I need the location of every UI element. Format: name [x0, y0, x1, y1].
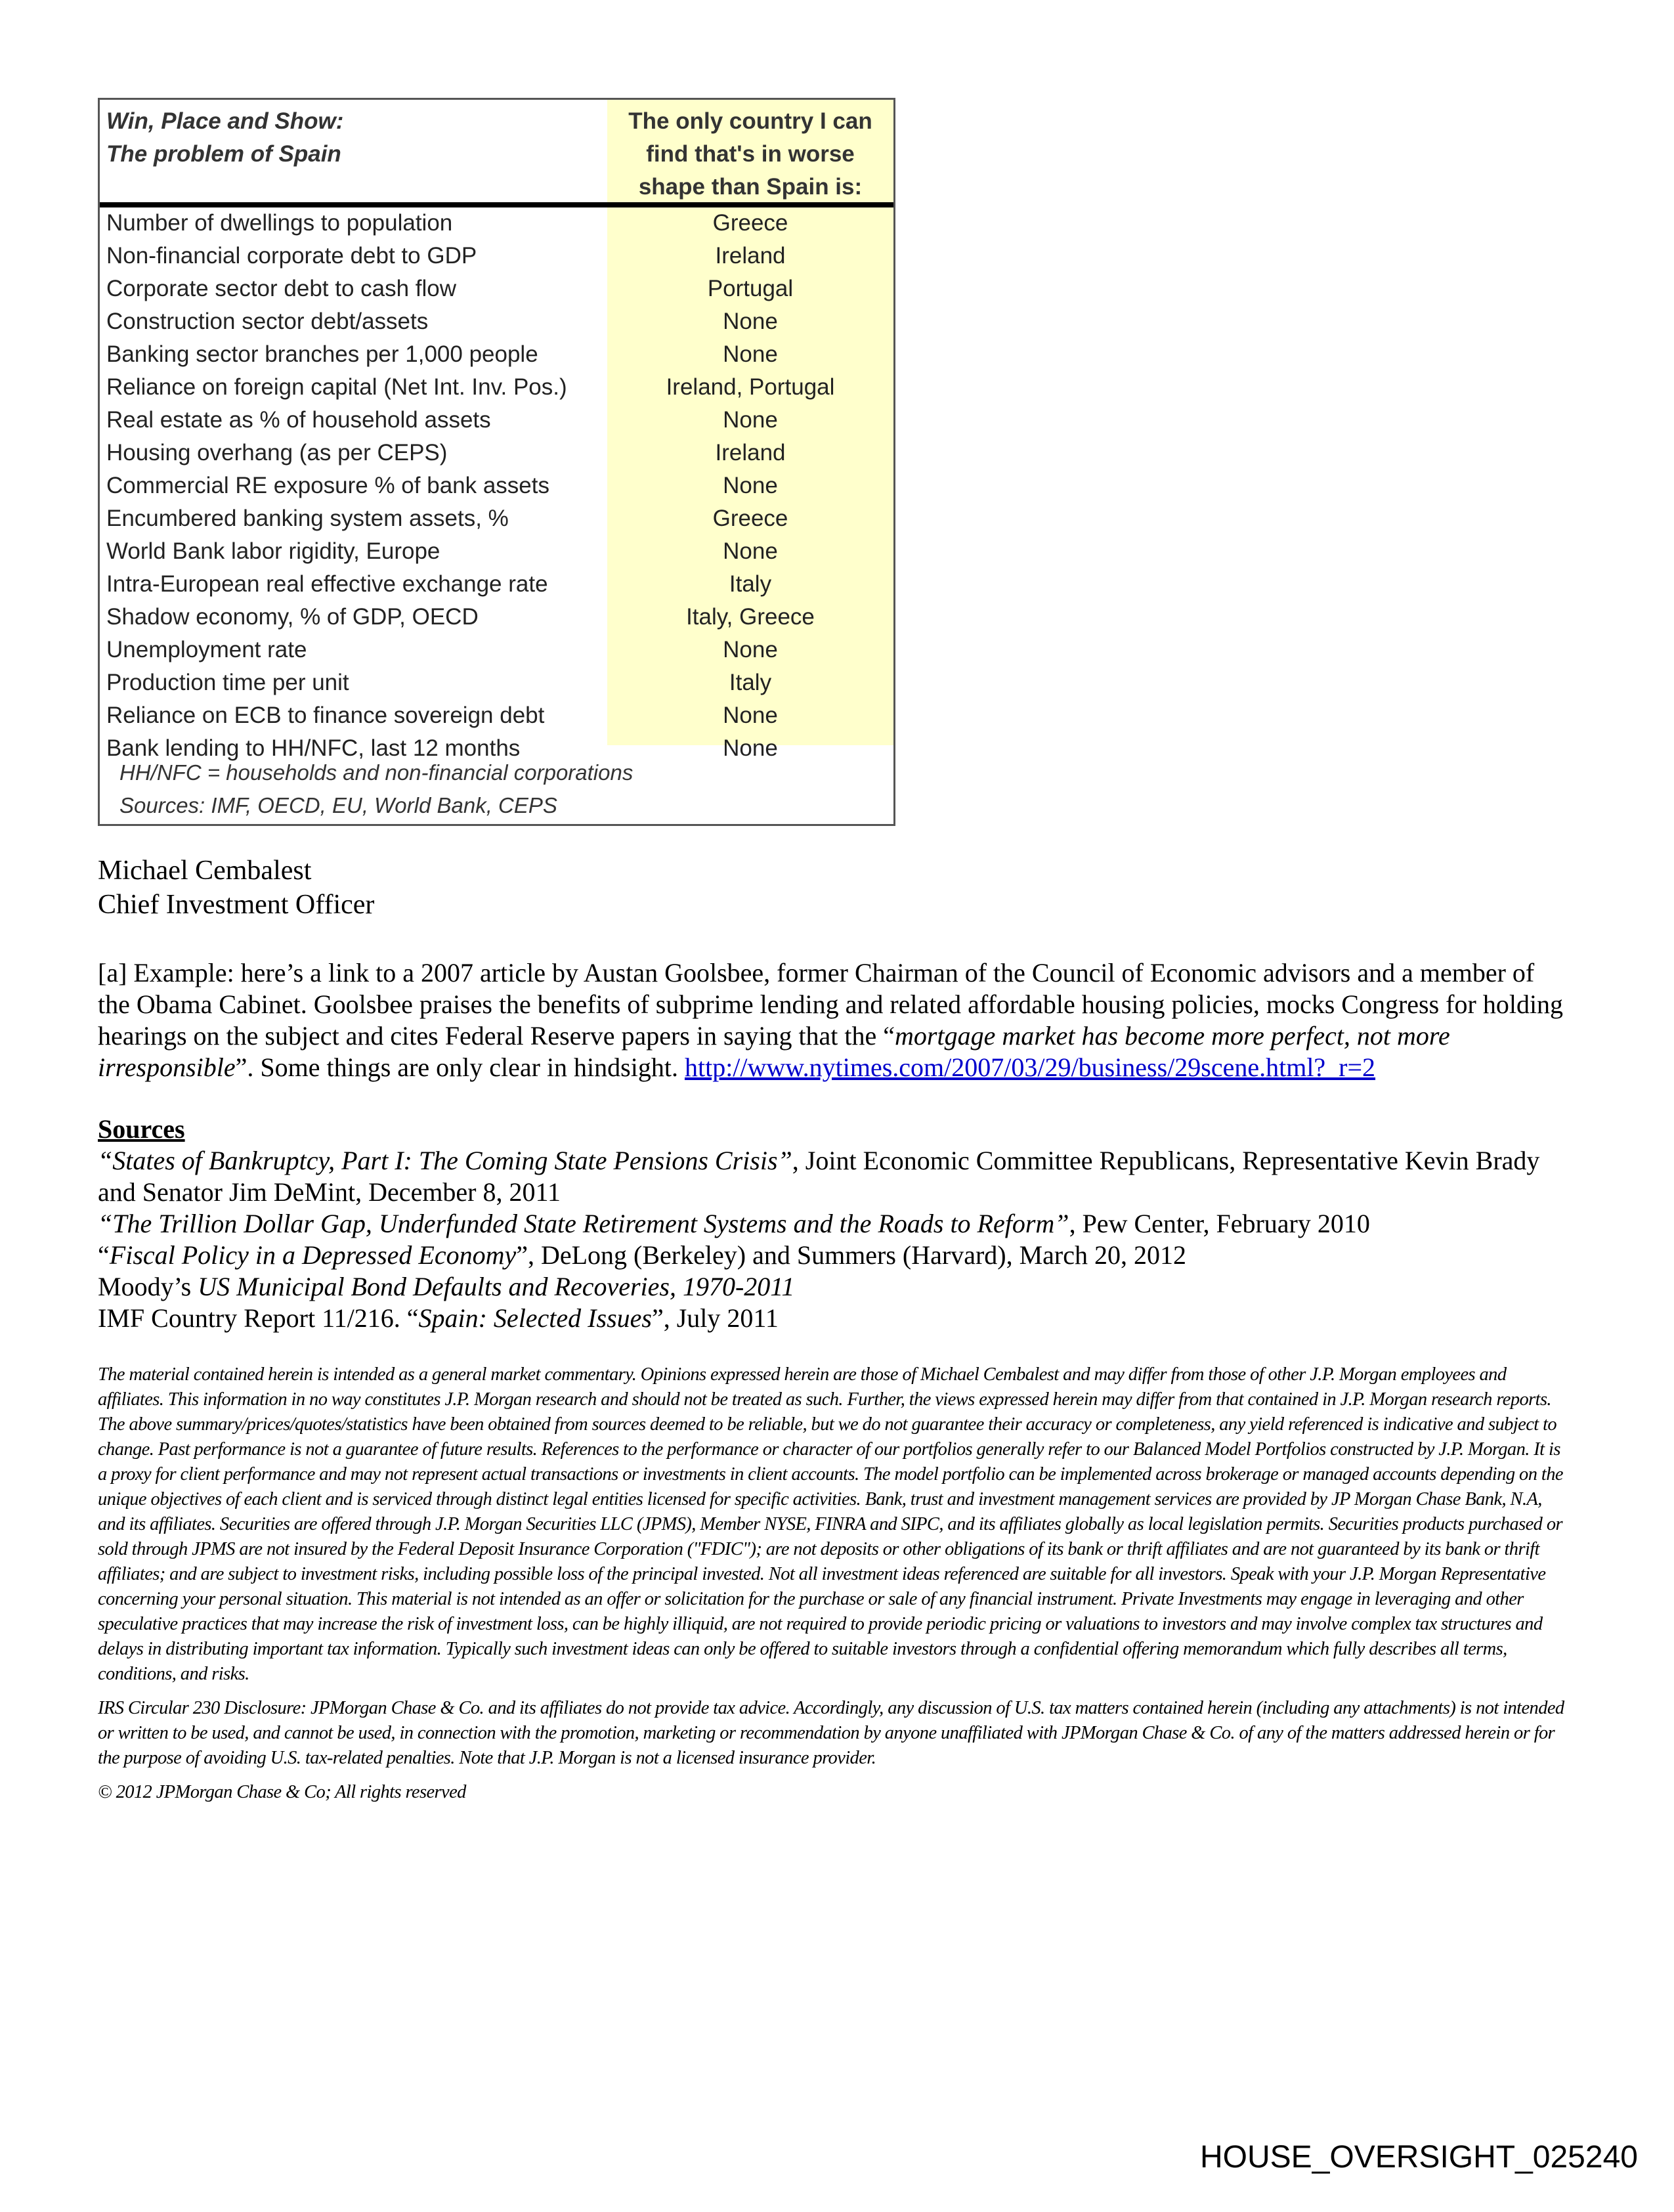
- metric-label: Number of dwellings to population: [106, 210, 453, 236]
- metric-label: Reliance on foreign capital (Net Int. Inv. Pos.): [106, 374, 567, 400]
- table-row: [100, 371, 893, 404]
- source-title: “The Trillion Dollar Gap, Underfunded State Retirement Systems and the Roads to Reform”: [98, 1209, 1069, 1238]
- spain-comparison-table: [98, 98, 895, 826]
- table-row: [100, 601, 893, 634]
- table-row: [100, 666, 893, 699]
- sources-heading: Sources: [98, 1114, 185, 1144]
- source-title: US Municipal Bond Defaults and Recoveries, 1970-2011: [198, 1272, 795, 1301]
- country-value: Greece: [712, 210, 788, 236]
- country-value: Ireland: [715, 440, 786, 466]
- nytimes-link[interactable]: http://www.nytimes.com/2007/03/29/business/29scene.html?_r=2: [684, 1052, 1376, 1082]
- disclaimer: [98, 1362, 1568, 1814]
- country-value: Ireland, Portugal: [666, 374, 835, 400]
- country-value: None: [723, 407, 778, 433]
- metric-label: Reliance on ECB to finance sovereign debt: [106, 703, 545, 728]
- country-value: Italy, Greece: [686, 604, 815, 630]
- source-title: “States of Bankruptcy, Part I: The Coming State Pensions Crisis”: [98, 1146, 792, 1175]
- source-prefix: IMF Country Report 11/216. “: [98, 1303, 419, 1333]
- footnote: [98, 957, 1568, 1083]
- table-note: HH/NFC = households and non-financial corporations: [119, 760, 633, 785]
- source-prefix: Moody’s: [98, 1272, 198, 1301]
- table-body: [100, 207, 893, 765]
- source-title: Spain: Selected Issues: [418, 1303, 652, 1333]
- table-row: [100, 207, 893, 240]
- metric-label: Construction sector debt/assets: [106, 309, 429, 334]
- metric-label: Banking sector branches per 1,000 people: [106, 341, 538, 367]
- footnote-text: ”. Some things are only clear in hindsight.: [235, 1052, 685, 1082]
- source-item: [98, 1145, 1568, 1208]
- country-value: Italy: [729, 670, 772, 695]
- table-row: [100, 699, 893, 732]
- country-value: None: [723, 703, 778, 728]
- column-header: [607, 105, 893, 204]
- metric-label: Encumbered banking system assets, %: [106, 506, 509, 531]
- country-value: Ireland: [715, 243, 786, 269]
- metric-label: Non-financial corporate debt to GDP: [106, 243, 477, 269]
- table-row: [100, 404, 893, 437]
- footnote-text: [a] Example: here’s a link to a 2007 article by Austan Goolsbee, former Chairman of the Council of Economic advisors and a member of the Obama Cabinet. Goolsbee praises the benefits of subprime lending and related affordable housing policies, mocks Congress for holding hearings on the subject and cites Federal Reserve papers in saying that the “: [98, 958, 1564, 1051]
- source-item: [98, 1240, 1568, 1271]
- signature: [98, 854, 374, 922]
- sources-section: [98, 1114, 1568, 1334]
- metric-label: World Bank labor rigidity, Europe: [106, 538, 440, 564]
- table-row: [100, 502, 893, 535]
- source-item: [98, 1271, 1568, 1303]
- table-row: [100, 338, 893, 371]
- header-line: The only country I can: [628, 108, 872, 134]
- country-value: None: [723, 538, 778, 564]
- metric-label: Unemployment rate: [106, 637, 307, 662]
- metric-label: Commercial RE exposure % of bank assets: [106, 473, 549, 498]
- table-row: [100, 469, 893, 502]
- footnote-quote: mortgage market has become more perfect, not more irresponsible: [98, 1021, 1450, 1082]
- table-row: [100, 437, 893, 469]
- country-value: None: [723, 735, 778, 761]
- source-prefix: “: [98, 1240, 110, 1270]
- table-row: [100, 240, 893, 272]
- table-row: [100, 535, 893, 568]
- bates-number: HOUSE_OVERSIGHT_025240: [1200, 2140, 1638, 2175]
- table-notes: [119, 756, 633, 822]
- metric-label: Housing overhang (as per CEPS): [106, 440, 448, 466]
- author-name: Michael Cembalest: [98, 856, 312, 886]
- source-title: Fiscal Policy in a Depressed Economy: [109, 1240, 517, 1270]
- country-value: Portugal: [707, 276, 794, 301]
- header-line: find that's in worse: [646, 141, 855, 167]
- author-title: Chief Investment Officer: [98, 890, 375, 920]
- country-value: None: [723, 309, 778, 334]
- source-detail: ”, DeLong (Berkeley) and Summers (Harvard), March 20, 2012: [516, 1240, 1186, 1270]
- disclaimer-paragraph: The material contained herein is intended as a general market commentary. Opinions expressed herein are those of Michael Cembalest and may differ from those of other J.P. Morgan employees and affiliates. This information in no way constitutes J.P. Morgan research and should not be treated as such. Further, the views expressed herein may differ from that contained in J.P. Morgan research reports. The above summary/prices/quotes/statistics have been obtained from sources deemed to be reliable, but we do not guarantee their accuracy or completeness, any yield referenced is indicative and subject to change. Past performance is not a guarantee of future results. References to the performance or character of our portfolios generally refer to our Balanced Model Portfolios constructed by J.P. Morgan. It is a proxy for client performance and may not represent actual transactions or investments in client accounts. The model portfolio can be implemented across brokerage or managed accounts depending on the unique objectives of each client and is serviced through distinct legal entities licensed for specific activities. Bank, trust and investment management services are provided by JP Morgan Chase Bank, N.A, and its affiliates. Securities are offered through J.P. Morgan Securities LLC (JPMS), Member NYSE, FINRA and SIPC, and its affiliates globally as local legislation permits. Securities products purchased or sold through JPMS are not insured by the Federal Deposit Insurance Corporation ("FDIC"); are not deposits or other obligations of its bank or thrift affiliates and are not guaranteed by its bank or thrift affiliates; and are subject to investment risks, including possible loss of the principal invested. Not all investment ideas referenced are suitable for all investors. Speak with your J.P. Morgan Representative concerning your personal situation. This material is not intended as an offer or solicitation for the purchase or sale of any financial instrument. Private Investments may engage in leveraging and other speculative practices that may increase the risk of investment loss, can be highly illiquid, are not required to provide periodic pricing or valuations to investors and may involve complex tax structures and delays in distributing important tax information. Typically such investment ideas can only be offered to suitable investors through a confidential offering memorandum which fully describes all terms, conditions, and risks.: [98, 1364, 1563, 1684]
- metric-label: Corporate sector debt to cash flow: [106, 276, 457, 301]
- country-value: None: [723, 341, 778, 367]
- metric-label: Intra-European real effective exchange rate: [106, 571, 548, 597]
- header-line: shape than Spain is:: [638, 174, 863, 200]
- title-line: The problem of Spain: [106, 141, 341, 167]
- table-row: [100, 634, 893, 666]
- irs-disclosure: IRS Circular 230 Disclosure: JPMorgan Chase & Co. and its affiliates do not provide tax advice. Accordingly, any discussion of U.S. tax matters contained herein (including any attachments) is not intended or written to be used, and cannot be used, in connection with the promotion, marketing or recommendation by anyone unaffiliated with JPMorgan Chase & Co. of any of the matters addressed herein or for the purpose of avoiding U.S. tax-related penalties. Note that J.P. Morgan is not a licensed insurance provider.: [98, 1698, 1564, 1768]
- source-detail: , Pew Center, February 2010: [1069, 1209, 1370, 1238]
- metric-label: Bank lending to HH/NFC, last 12 months: [106, 735, 521, 761]
- copyright: © 2012 JPMorgan Chase & Co; All rights reserved: [98, 1782, 466, 1802]
- table-row: [100, 305, 893, 338]
- metric-label: Shadow economy, % of GDP, OECD: [106, 604, 479, 630]
- table-row: [100, 568, 893, 601]
- source-detail: , Joint Economic Committee Republicans, Representative Kevin Brady and Senator Jim DeMint, December 8, 2011: [98, 1146, 1540, 1207]
- title-line: Win, Place and Show:: [106, 108, 344, 134]
- table-title: [106, 105, 343, 171]
- source-item: [98, 1208, 1568, 1240]
- country-value: None: [723, 637, 778, 662]
- source-detail: ”, July 2011: [651, 1303, 779, 1333]
- table-row: [100, 272, 893, 305]
- metric-label: Production time per unit: [106, 670, 349, 695]
- country-value: None: [723, 473, 778, 498]
- country-value: Italy: [729, 571, 772, 597]
- table-sources: Sources: IMF, OECD, EU, World Bank, CEPS: [119, 793, 557, 817]
- source-item: [98, 1303, 1568, 1334]
- country-value: Greece: [712, 506, 788, 531]
- metric-label: Real estate as % of household assets: [106, 407, 491, 433]
